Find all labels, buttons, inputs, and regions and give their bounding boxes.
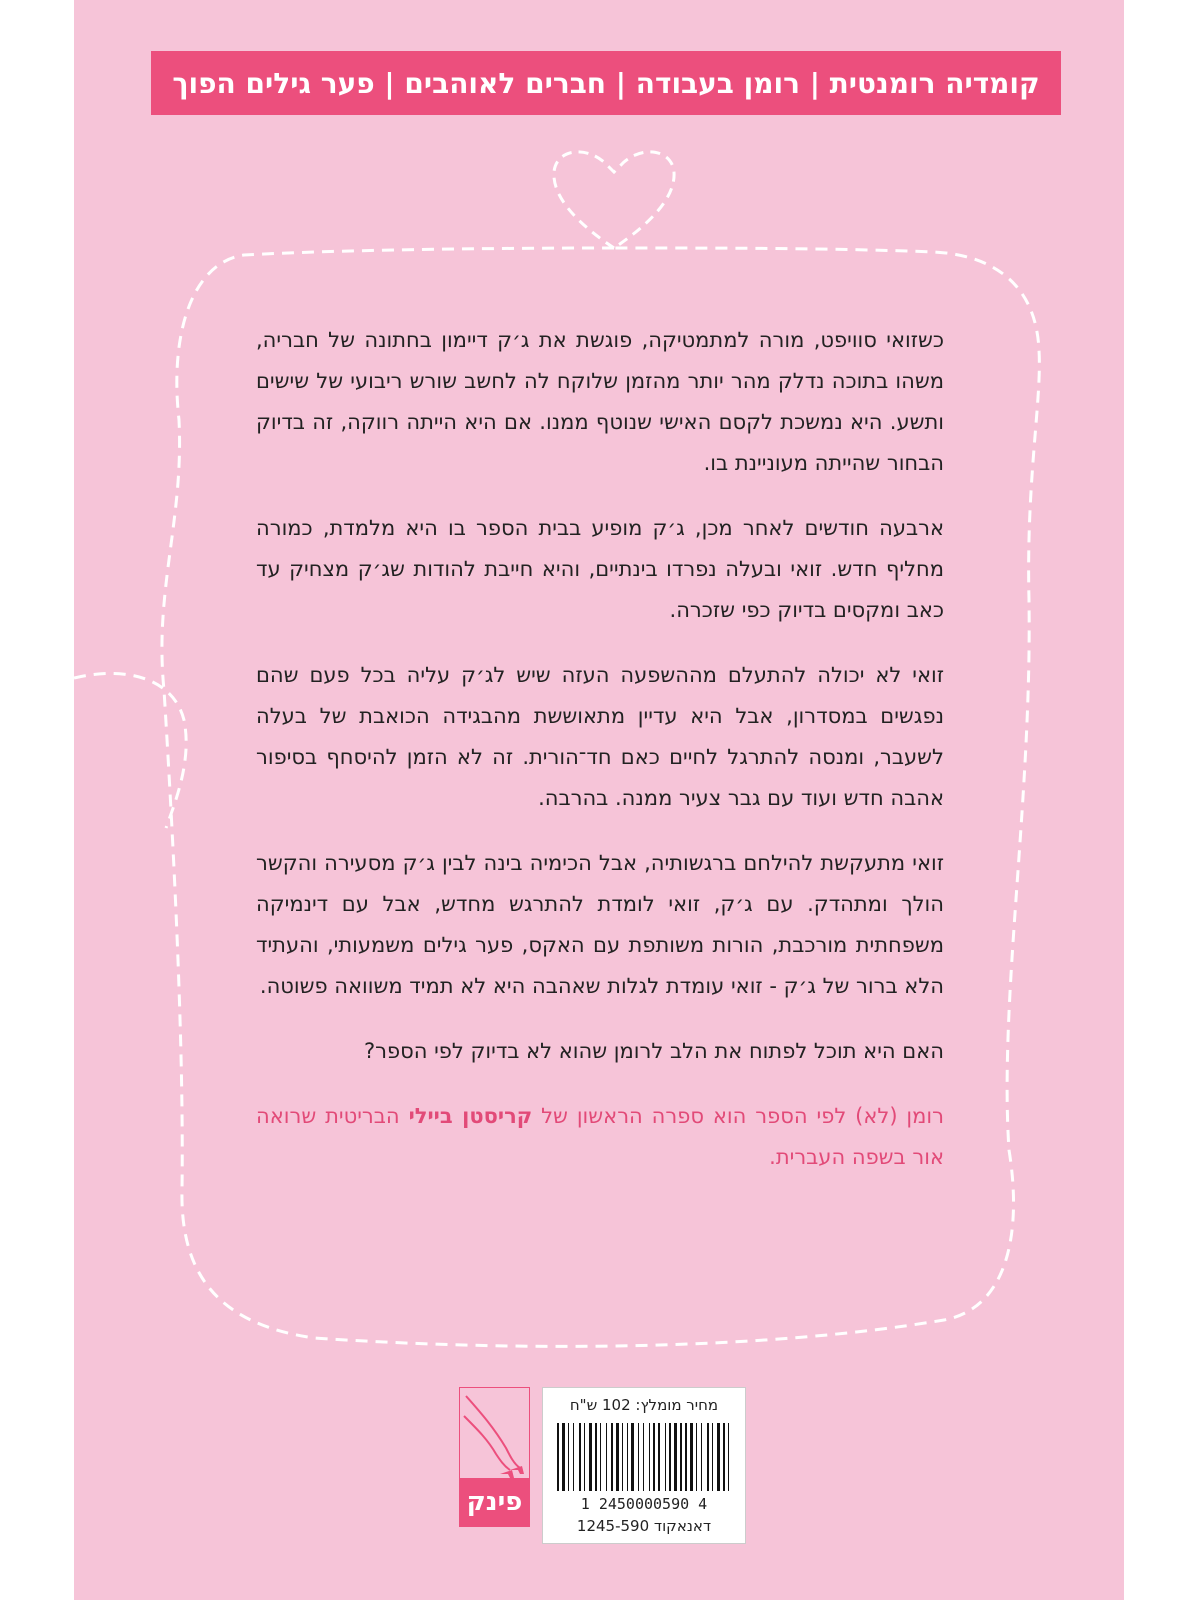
barcode-stripe [611,1423,613,1491]
legs-heels-icon [460,1388,529,1478]
barcode-stripe [696,1423,697,1491]
barcode-stripe [638,1423,639,1491]
publisher-logo [459,1387,530,1527]
author-name: קריסטן ביילי [408,1104,533,1128]
back-cover [74,0,1124,1600]
barcode-stripe [568,1423,569,1491]
barcode-stripe [631,1423,634,1491]
barcode-stripe [728,1423,729,1491]
barcode-number: 1 2450000590 4 [580,1495,708,1513]
barcode-stripe [573,1423,574,1491]
barcode-stripe [600,1423,601,1491]
blurb-paragraph-4: זואי מתעקשת להילחם ברגשותיה, אבל הכימיה בינה לבין ג׳ק מסעירה והקשר הולך ומתהדק. עם ג׳ק, זואי לומדת להתרגש מחדש, אבל עם דינמיקה משפחתית מורכבת, הורות משותפת עם האקס, פער גילים משמעותי, והעתיד הלא ברור של ג׳ק - זואי עומדת לגלות שאהבה היא לא תמיד משוואה פשוטה. [256,851,944,998]
barcode-stripe [712,1423,713,1491]
author-blurb-post: הבריטית שרואה אור בשפה העברית. [256,1104,944,1169]
barcode-icon [557,1423,733,1491]
barcode-stripe [723,1423,725,1491]
recommended-price: מחיר מומלץ: 102 ש"ח [569,1396,719,1414]
barcode-stripe [669,1423,671,1491]
barcode-stripe [649,1423,650,1491]
barcode-stripe [685,1423,687,1491]
barcode-stripe [658,1423,660,1491]
barcode-panel [542,1387,746,1544]
barcode-stripe [616,1423,619,1491]
barcode-stripe [707,1423,709,1491]
blurb-paragraph-3: זואי לא יכולה להתעלם מההשפעה העזה שיש לג׳ק עליה בכל פעם שהם נפגשים במסדרון, אבל היא עדיין מתאוששת מהבגידה הכואבת של בעלה לשעבר, ומנסה להתרגל לחיים כאם חד־הורית. זה לא הזמן להיסחף בסיפור אהבה חדש ועוד עם גבר צעיר ממנה. בהרבה. [256,663,944,810]
danacode: דאנאקוד 1245-590 [576,1517,712,1535]
barcode-stripe [717,1423,720,1491]
blurb-question: האם היא תוכל לפתוח את הלב לרומן שהוא לא בדיוק לפי הספר? [363,1039,944,1063]
barcode-stripe [557,1423,559,1491]
barcode-stripe [674,1423,677,1491]
barcode-stripe [589,1423,592,1491]
barcode-stripe [595,1423,597,1491]
barcode-stripe [643,1423,644,1491]
author-blurb-pre: רומן (לא) לפי הספר הוא ספרה הראשון של [532,1104,944,1128]
author-blurb [256,1096,944,1178]
publisher-name: פינק [466,1487,523,1517]
blurb-paragraph-1: כשזואי סוויפט, מורה למתמטיקה, פוגשת את ג׳ק דיימון בחתונה של חבריה, משהו בתוכה נדלק מהר יותר מהזמן שלוקח לה לחשב שורש ריבועי של שישים ותשע. היא נמשכת לקסם האישי שנוטף ממנו. אם היא הייתה רווקה, זה בדיוק הבחור שהייתה מעוניינת בו. [256,328,944,475]
blurb-text [256,320,944,1202]
heart-icon [554,152,674,248]
genre-list: קומדיה רומנטית | רומן בעבודה | חברים לאוהבים | פער גילים הפוך [172,66,1040,100]
barcode-stripe [627,1423,628,1491]
barcode-stripe [622,1423,623,1491]
barcode-stripe [584,1423,585,1491]
barcode-stripe [579,1423,581,1491]
barcode-stripe [653,1423,655,1491]
barcode-stripe [680,1423,682,1491]
blurb-paragraph-2: ארבעה חודשים לאחר מכן, ג׳ק מופיע בבית הספר בו היא מלמדת, כמורה מחליף חדש. זואי ובעלה נפרדו בינתיים, והיא חייבת להודות שג׳ק מצחיק עד כאב ומקסים בדיוק כפי שזכרה. [256,516,944,622]
publisher-logo-band [460,1478,529,1526]
barcode-stripe [690,1423,693,1491]
barcode-stripe [562,1423,565,1491]
barcode-stripe [665,1423,666,1491]
barcode-stripe [606,1423,607,1491]
barcode-stripe [701,1423,702,1491]
